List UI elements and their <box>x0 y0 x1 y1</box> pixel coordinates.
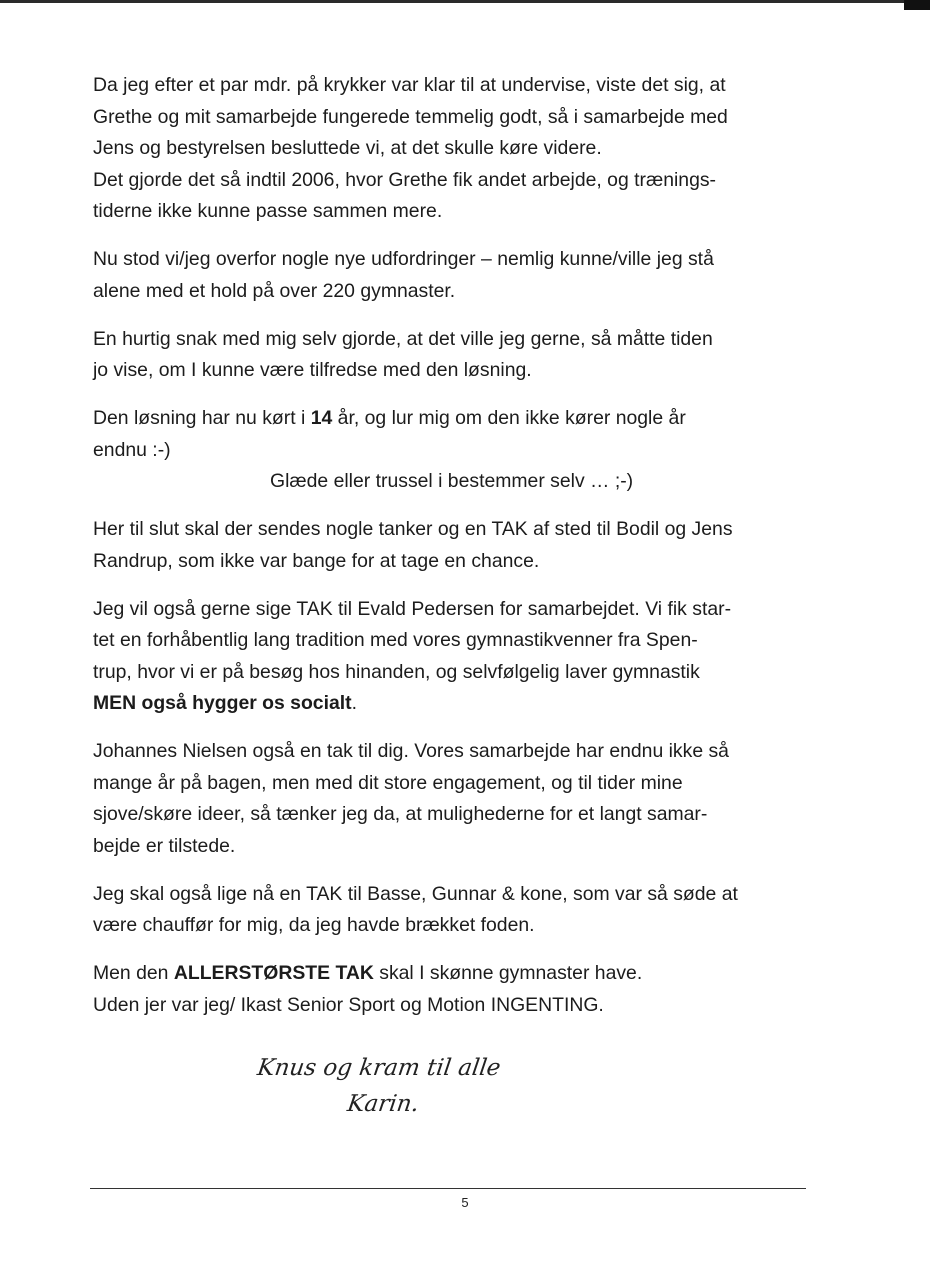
scan-corner-mark <box>904 0 930 10</box>
text-line <box>93 435 813 467</box>
text-line <box>93 768 813 800</box>
text-line <box>93 958 813 990</box>
text-segment: Jeg skal også lige nå en TAK til Basse, Gunnar & kone, som var så søde at <box>93 882 738 905</box>
bold-text: ALLERSTØRSTE TAK <box>173 962 374 984</box>
text-line <box>93 165 813 197</box>
paragraph <box>93 879 813 942</box>
text-line <box>93 324 813 356</box>
text-segment: Da jeg efter et par mdr. på krykker var klar til at undervise, viste det sig, at <box>93 74 726 96</box>
text-line <box>93 403 813 435</box>
footer-divider <box>90 1188 806 1189</box>
paragraph <box>93 403 813 498</box>
text-segment: Grethe og mit samarbejde fungerede temmelig godt, så i samarbejde med <box>93 105 728 128</box>
letter-body <box>93 70 813 1038</box>
text-line <box>93 546 813 578</box>
text-segment: bejde er tilstede. <box>93 834 236 857</box>
text-line <box>93 244 813 276</box>
paragraph <box>93 736 813 862</box>
text-line <box>93 688 813 720</box>
handwritten-signature <box>250 1050 503 1122</box>
text-line <box>93 70 813 102</box>
text-segment: Jeg vil også gerne sige TAK til Evald Pedersen for samarbejdet. Vi fik star- <box>93 597 732 620</box>
page-number: 5 <box>461 1195 469 1210</box>
paragraph <box>93 594 813 720</box>
text-segment: tiderne ikke kunne passe sammen mere. <box>93 200 443 222</box>
text-segment: være chauffør for mig, da jeg havde brækket foden. <box>93 914 535 936</box>
text-line <box>93 355 813 387</box>
text-line <box>93 466 813 498</box>
paragraph <box>93 244 813 307</box>
text-line <box>93 736 813 768</box>
text-line <box>93 514 813 546</box>
text-segment: Randrup, som ikke var bange for at tage en chance. <box>93 549 540 572</box>
bold-text: 14 <box>310 407 333 429</box>
text-line <box>93 799 813 831</box>
paragraph <box>93 324 813 387</box>
text-segment: alene med et hold på over 220 gymnaster. <box>93 279 456 302</box>
text-line <box>93 879 813 911</box>
text-segment: Men den <box>93 962 174 984</box>
text-segment: endnu :-) <box>93 438 171 461</box>
text-segment: trup, hvor vi er på besøg hos hinanden, og selvfølgelig laver gymnastik <box>93 660 700 683</box>
text-line <box>93 276 813 308</box>
text-line <box>93 196 813 228</box>
text-line <box>93 133 813 165</box>
text-segment: Nu stod vi/jeg overfor nogle nye udfordringer – nemlig kunne/ville jeg stå <box>93 248 714 270</box>
text-line <box>93 594 813 626</box>
signature-name: Karin. <box>345 1091 421 1117</box>
text-segment: . <box>351 692 357 714</box>
text-line <box>93 657 813 689</box>
text-segment: Det gjorde det så indtil 2006, hvor Grethe fik andet arbejde, og trænings- <box>93 168 717 191</box>
text-segment: Uden jer var jeg/ Ikast Senior Sport og Motion INGENTING. <box>93 993 604 1016</box>
paragraph <box>93 514 813 577</box>
text-line <box>93 102 813 134</box>
text-segment: En hurtig snak med mig selv gjorde, at det ville jeg gerne, så måtte tiden <box>93 327 713 350</box>
text-line <box>93 990 813 1022</box>
signature-greeting: Knus og kram til alle <box>255 1055 503 1081</box>
text-segment: Den løsning har nu kørt i <box>93 407 311 429</box>
text-segment: Glæde eller trussel i bestemmer selv … ;-) <box>270 470 634 492</box>
text-segment: år, og lur mig om den ikke kører nogle år <box>332 407 686 429</box>
bold-text: MEN også hygger os socialt <box>93 692 352 714</box>
text-line <box>93 910 813 942</box>
text-segment: skal I skønne gymnaster have. <box>373 962 643 984</box>
text-line <box>93 625 813 657</box>
scan-edge <box>0 0 930 3</box>
text-segment: Her til slut skal der sendes nogle tanker og en TAK af sted til Bodil og Jens <box>93 518 733 540</box>
text-segment: mange år på bagen, men med dit store engagement, og til tider mine <box>93 771 683 794</box>
text-line <box>93 831 813 863</box>
paragraph <box>93 958 813 1021</box>
text-segment: Johannes Nielsen også en tak til dig. Vores samarbejde har endnu ikke så <box>93 740 729 762</box>
text-segment: jo vise, om I kunne være tilfredse med den løsning. <box>93 359 532 381</box>
text-segment: sjove/skøre ideer, så tænker jeg da, at mulighederne for et langt samar- <box>93 803 708 825</box>
text-segment: tet en forhåbentlig lang tradition med vores gymnastikvenner fra Spen- <box>93 629 698 651</box>
paragraph <box>93 70 813 228</box>
text-segment: Jens og bestyrelsen besluttede vi, at det skulle køre videre. <box>93 137 602 159</box>
